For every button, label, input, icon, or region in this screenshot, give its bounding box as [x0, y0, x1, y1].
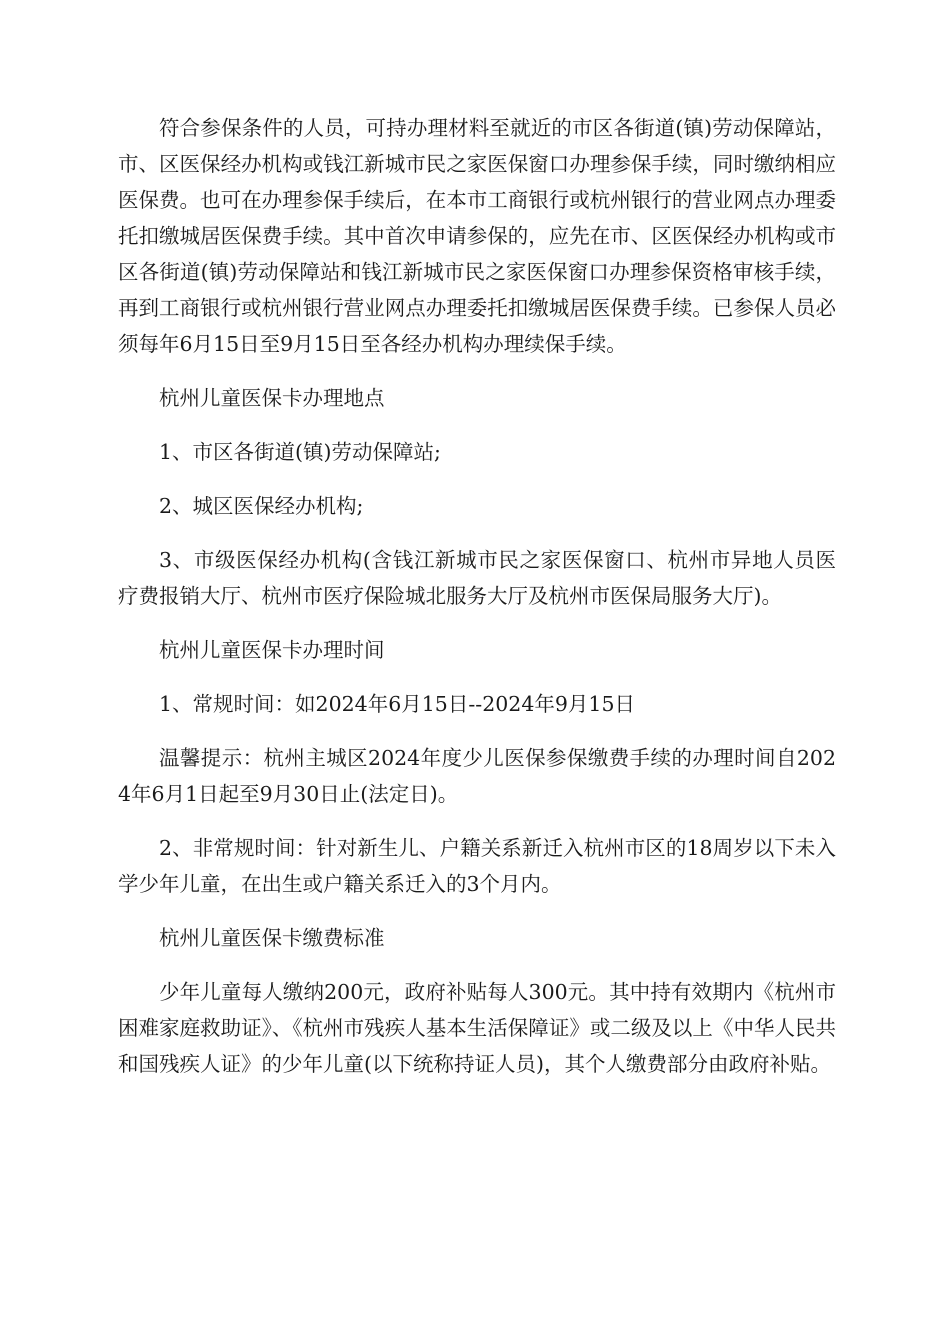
document-body: [118, 110, 836, 1100]
list-item-time-regular: 1、常规时间：如2024年6月15日--2024年9月15日: [159, 692, 635, 716]
paragraph-enrollment-procedure: 符合参保条件的人员，可持办理材料至就近的市区各街道(镇)劳动保障站，市、区医保经办机构或钱江新城市民之家医保窗口办理参保手续，同时缴纳相应医保费。也可在办理参保手续后，在本市工商银行或杭州银行的营业网点办理委托扣缴城居医保费手续。其中首次申请参保的，应先在市、区医保经办机构或市区各街道(镇)劳动保障站和钱江新城市民之家医保窗口办理参保资格审核手续，再到工商银行或杭州银行营业网点办理委托扣缴城居医保费手续。已参保人员必须每年6月15日至9月15日至各经办机构办理续保手续。: [118, 116, 836, 356]
heading-times: 杭州儿童医保卡办理时间: [159, 638, 385, 662]
heading-locations: 杭州儿童医保卡办理地点: [159, 386, 385, 410]
list-item-location-1: 1、市区各街道(镇)劳动保障站;: [159, 440, 441, 464]
list-item-location-3: 3、市级医保经办机构(含钱江新城市民之家医保窗口、杭州市异地人员医疗费报销大厅、杭州市医疗保险城北服务大厅及杭州市医保局服务大厅)。: [118, 548, 836, 608]
list-item-time-irregular: 2、非常规时间：针对新生儿、户籍关系新迁入杭州市区的18周岁以下未入学少年儿童，在出生或户籍关系迁入的3个月内。: [118, 836, 836, 896]
paragraph-fee-details: 少年儿童每人缴纳200元，政府补贴每人300元。其中持有效期内《杭州市困难家庭救助证》、《杭州市残疾人基本生活保障证》或二级及以上《中华人民共和国残疾人证》的少年儿童(以下统称持证人员)，其个人缴费部分由政府补贴。: [118, 980, 836, 1076]
paragraph-reminder: 温馨提示：杭州主城区2024年度少儿医保参保缴费手续的办理时间自2024年6月1日起至9月30日止(法定日)。: [118, 746, 836, 806]
heading-fee-standard: 杭州儿童医保卡缴费标准: [159, 926, 385, 950]
list-item-location-2: 2、城区医保经办机构;: [159, 494, 364, 518]
